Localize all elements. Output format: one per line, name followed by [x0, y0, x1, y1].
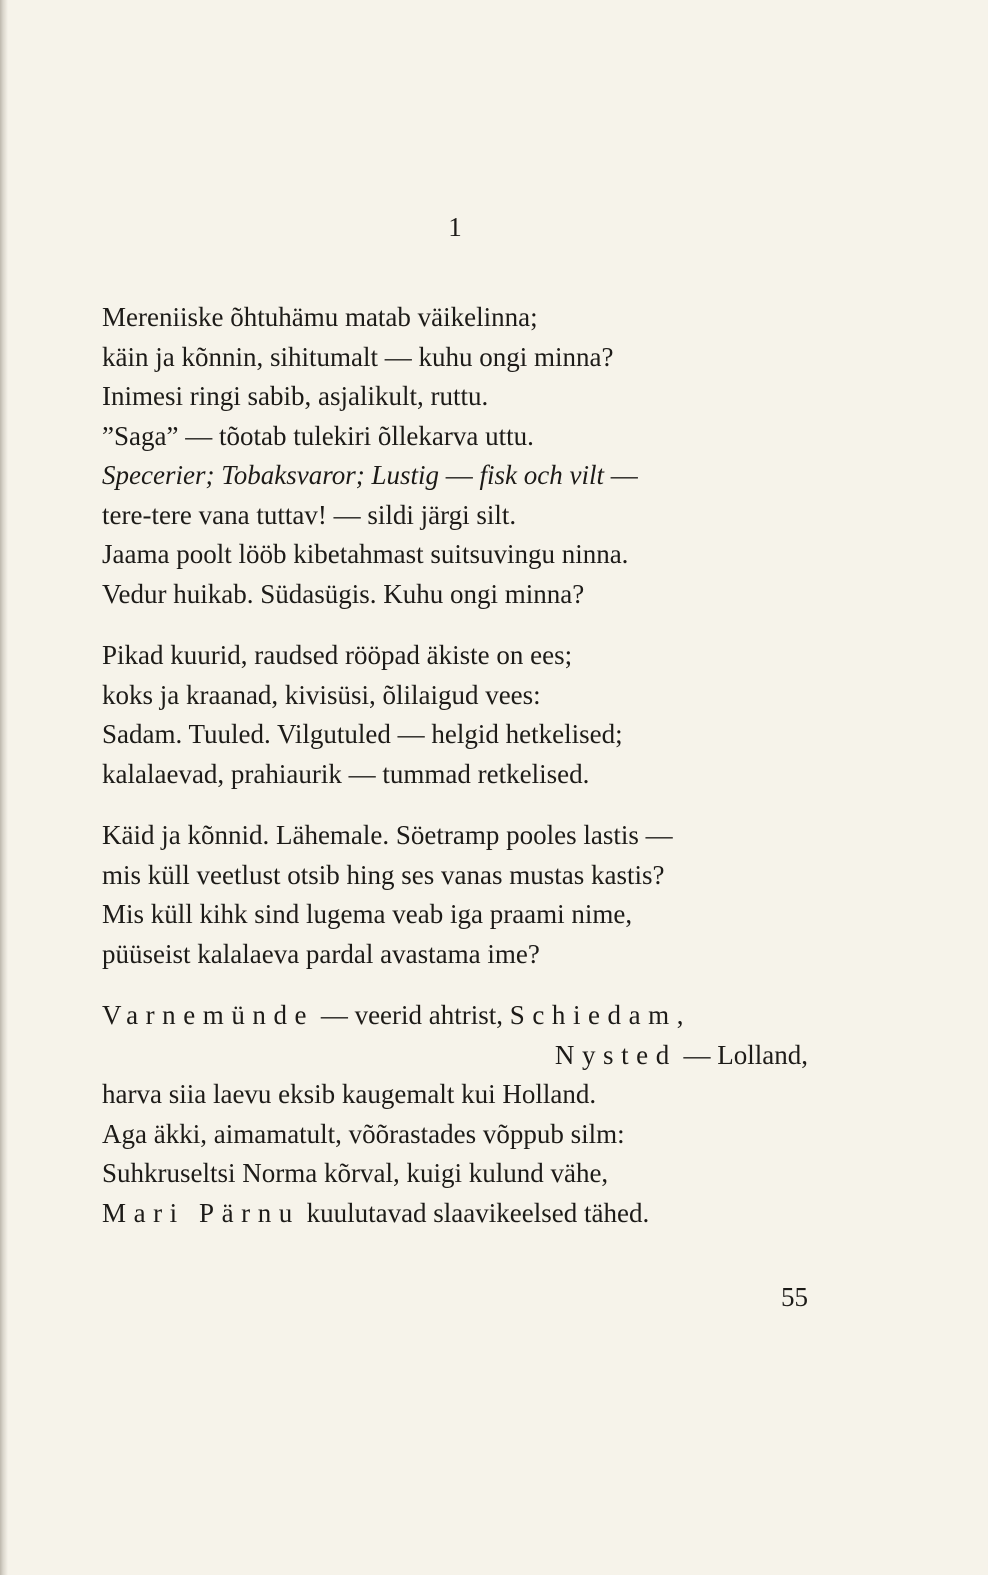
poem-line: Suhkruseltsi Norma kõrval, kuigi kulund vähe, [102, 1158, 609, 1188]
stanza-2 [102, 636, 822, 794]
poem-line: Mereniiske õhtuhämu matab väikelinna; [102, 302, 538, 332]
poem-line: ”Saga” — tõotab tulekiri õllekarva uttu. [102, 420, 534, 451]
line-text: , [676, 1000, 684, 1030]
line-text: kuulutavad slaavikeelsed tähed. [299, 1197, 650, 1228]
poem-line: Aga äkki, aimamatult, võõrastades võppub silm: [102, 1118, 625, 1149]
line-text: — veerid ahtrist, [314, 1000, 510, 1030]
poem-line: Sadam. Tuuled. Vilgutuled — helgid hetkelised; [102, 719, 623, 749]
poem-line: tere-tere vana tuttav! — sildi järgi silt. [102, 499, 517, 530]
page-number: 55 [781, 1282, 808, 1312]
poem-line: Inimesi ringi sabib, asjalikult, ruttu. [102, 381, 489, 411]
poem-line-shop-signs [102, 456, 822, 496]
shop-sign-text: fisk och vilt [479, 460, 604, 490]
ship-name: Varnemünde [102, 1000, 315, 1030]
poem-line: püüseist kalalaeva pardal avastama ime? [102, 938, 540, 969]
dash: — [439, 460, 480, 490]
stanza-3 [102, 816, 822, 974]
poem-line: Vedur huikab. Südasügis. Kuhu ongi minna? [102, 578, 585, 609]
poem-line-indented [102, 1036, 822, 1076]
line-text: — Lolland, [676, 1039, 808, 1070]
poem-line-ship-names [102, 996, 822, 1036]
poem-line: Mis küll kihk sind lugema veab iga praami nime, [102, 899, 633, 929]
stanza-4 [102, 996, 822, 1233]
dash: — [603, 460, 638, 490]
shop-sign-text: Specerier; Tobaksvaror; Lustig [102, 460, 439, 490]
stanza-1 [102, 298, 822, 614]
poem-line: käin ja kõnnin, sihitumalt — kuhu ongi minna? [102, 341, 614, 372]
ship-name: Nysted [554, 1039, 677, 1070]
ship-name: Schiedam [509, 1000, 677, 1030]
section-number: 1 [448, 212, 462, 242]
poem-line: Pikad kuurid, raudsed rööpad äkiste on ees; [102, 640, 573, 670]
ship-name: Mari Pärnu [102, 1197, 300, 1228]
poem [102, 298, 822, 1255]
poem-line: kalalaevad, prahiaurik — tummad retkelised. [102, 758, 590, 789]
poem-line: harva siia laevu eksib kaugemalt kui Holland. [102, 1079, 597, 1109]
poem-line: Käid ja kõnnid. Lähemale. Söetramp pooles lastis — [102, 820, 673, 850]
poem-line-ship-name [102, 1194, 822, 1234]
poem-line: koks ja kraanad, kivisüsi, õlilaigud vees: [102, 679, 541, 710]
poem-line: mis küll veetlust otsib hing ses vanas mustas kastis? [102, 859, 665, 890]
poem-line: Jaama poolt lööb kibetahmast suitsuvingu ninna. [102, 539, 629, 569]
